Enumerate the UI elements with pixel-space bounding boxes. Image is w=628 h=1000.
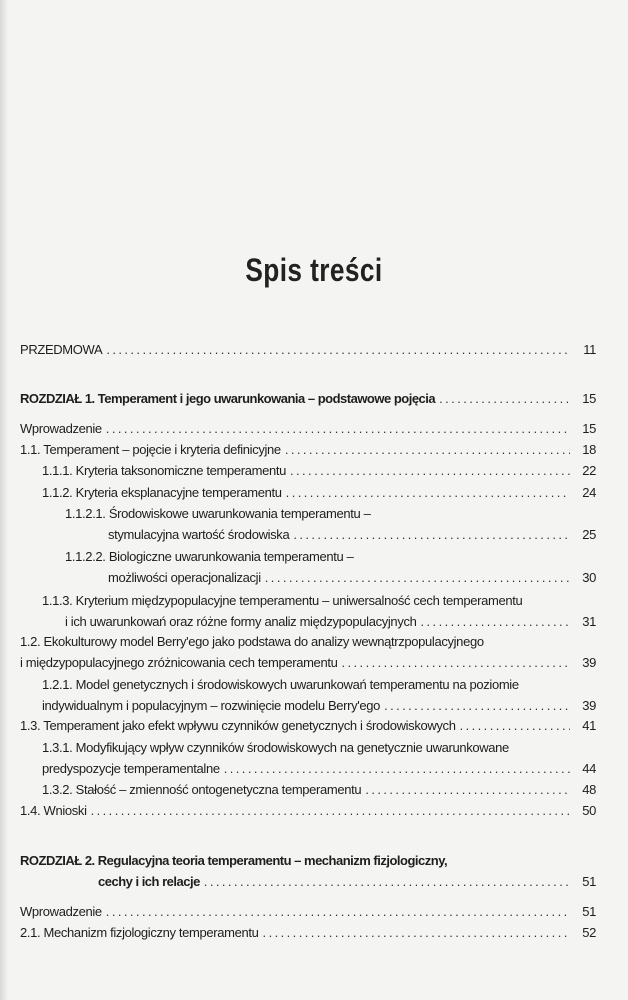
toc-line [42, 674, 596, 695]
toc-line [20, 631, 596, 652]
toc-entry-title: możliwości operacjonalizacji [108, 570, 261, 585]
dot-leader [224, 758, 570, 779]
page-number: 22 [582, 463, 596, 478]
page-number: 51 [582, 874, 596, 889]
toc-entry-title: 1.1.2. Kryteria eksplanacyjne temperamentu [42, 485, 282, 500]
page-number: 31 [582, 614, 596, 629]
toc-entry-title: 1.1.2.1. Środowiskowe uwarunkowania temperamentu – [65, 506, 371, 521]
dot-leader [341, 652, 570, 673]
page-number: 18 [582, 442, 596, 457]
dot-leader [285, 439, 570, 460]
toc-line [108, 567, 596, 588]
page-number: 44 [582, 761, 596, 776]
page-number: 24 [582, 485, 596, 500]
toc-entry-title: 1.2. Ekokulturowy model Berry'ego jako podstawa do analizy wewnątrzpopulacyjnego [20, 634, 484, 649]
toc-line [20, 800, 596, 821]
toc-line [98, 871, 596, 892]
dot-leader [106, 418, 570, 439]
dot-leader [384, 695, 570, 716]
toc-line [42, 482, 596, 503]
toc-line [65, 611, 596, 632]
toc-line [20, 388, 596, 409]
page-number: 25 [582, 527, 596, 542]
toc-entry-title: 1.3.2. Stałość – zmienność ontogenetyczna temperamentu [42, 782, 362, 797]
page-number: 15 [582, 421, 596, 436]
toc-entry-title: 1.4. Wnioski [20, 803, 87, 818]
toc-line [42, 779, 596, 800]
dot-leader [439, 388, 570, 409]
page-number: 39 [582, 698, 596, 713]
page-title: Spis treści [245, 252, 383, 288]
page-number: 41 [582, 718, 596, 733]
toc-line [20, 922, 596, 943]
toc-line [108, 524, 596, 545]
toc-line [20, 850, 596, 871]
toc-entry-title: predyspozycje temperamentalne [42, 761, 220, 776]
page-number: 51 [582, 904, 596, 919]
toc-line [42, 460, 596, 481]
toc-entry-title: Wprowadzenie [20, 421, 102, 436]
toc-entry-title: PRZEDMOWA [20, 342, 103, 357]
toc-entry-title: i ich uwarunkowań oraz różne formy analiz międzypopulacyjnych [65, 614, 417, 629]
page-number: 11 [583, 342, 596, 357]
toc-entry-title: ROZDZIAŁ 2. Regulacyjna teoria temperamentu – mechanizm fizjologiczny, [20, 853, 448, 868]
page-spine-shadow [0, 0, 8, 1000]
page-number: 48 [582, 782, 596, 797]
dot-leader [106, 339, 570, 360]
dot-leader [286, 482, 570, 503]
dot-leader [421, 611, 571, 632]
toc-entry-title: 2.1. Mechanizm fizjologiczny temperamentu [20, 925, 259, 940]
dot-leader [460, 715, 570, 736]
toc-line [65, 546, 596, 567]
toc-line [20, 439, 596, 460]
dot-leader [365, 779, 570, 800]
page-number: 39 [582, 655, 596, 670]
toc-entry-title: cechy i ich relacje [98, 874, 200, 889]
page-number: 52 [582, 925, 596, 940]
dot-leader [91, 800, 570, 821]
toc-line [42, 590, 596, 611]
toc-line [20, 339, 596, 360]
toc-entry-title: stymulacyjna wartość środowiska [108, 527, 290, 542]
toc-line [20, 715, 596, 736]
toc-entry-title: i międzypopulacyjnego zróżnicowania cech temperamentu [20, 655, 338, 670]
toc-entry-title: indywidualnym i populacyjnym – rozwinięcie modelu Berry'ego [42, 698, 381, 713]
toc-entry-title: 1.3.1. Modyfikujący wpływ czynników środowiskowych na genetycznie uwarunkowane [42, 740, 509, 755]
toc-line [20, 901, 596, 922]
toc-line [42, 695, 596, 716]
dot-leader [204, 871, 570, 892]
toc-entry-title: ROZDZIAŁ 1. Temperament i jego uwarunkowania – podstawowe pojęcia [20, 391, 436, 406]
toc-entry-title: 1.1.3. Kryterium międzypopulacyjne temperamentu – uniwersalność cech temperamentu [42, 593, 523, 608]
toc-entry-title: 1.2.1. Model genetycznych i środowiskowych uwarunkowań temperamentu na poziomie [42, 677, 519, 692]
toc-entry-title: 1.1.1. Kryteria taksonomiczne temperamentu [42, 463, 286, 478]
toc-entry-title: Wprowadzenie [20, 904, 102, 919]
dot-leader [106, 901, 570, 922]
toc-entry-title: 1.3. Temperament jako efekt wpływu czynników genetycznych i środowiskowych [20, 718, 456, 733]
toc-entry-title: 1.1. Temperament – pojęcie i kryteria definicyjne [20, 442, 281, 457]
toc-line [20, 652, 596, 673]
dot-leader [263, 922, 570, 943]
toc-entry-title: 1.1.2.2. Biologiczne uwarunkowania temperamentu – [65, 549, 354, 564]
page-number: 30 [582, 570, 596, 585]
toc-line [65, 503, 596, 524]
dot-leader [293, 524, 570, 545]
toc-line [42, 737, 596, 758]
dot-leader [290, 460, 570, 481]
page-number: 15 [582, 391, 596, 406]
page-number: 50 [582, 803, 596, 818]
toc-line [20, 418, 596, 439]
dot-leader [265, 567, 570, 588]
toc-line [42, 758, 596, 779]
